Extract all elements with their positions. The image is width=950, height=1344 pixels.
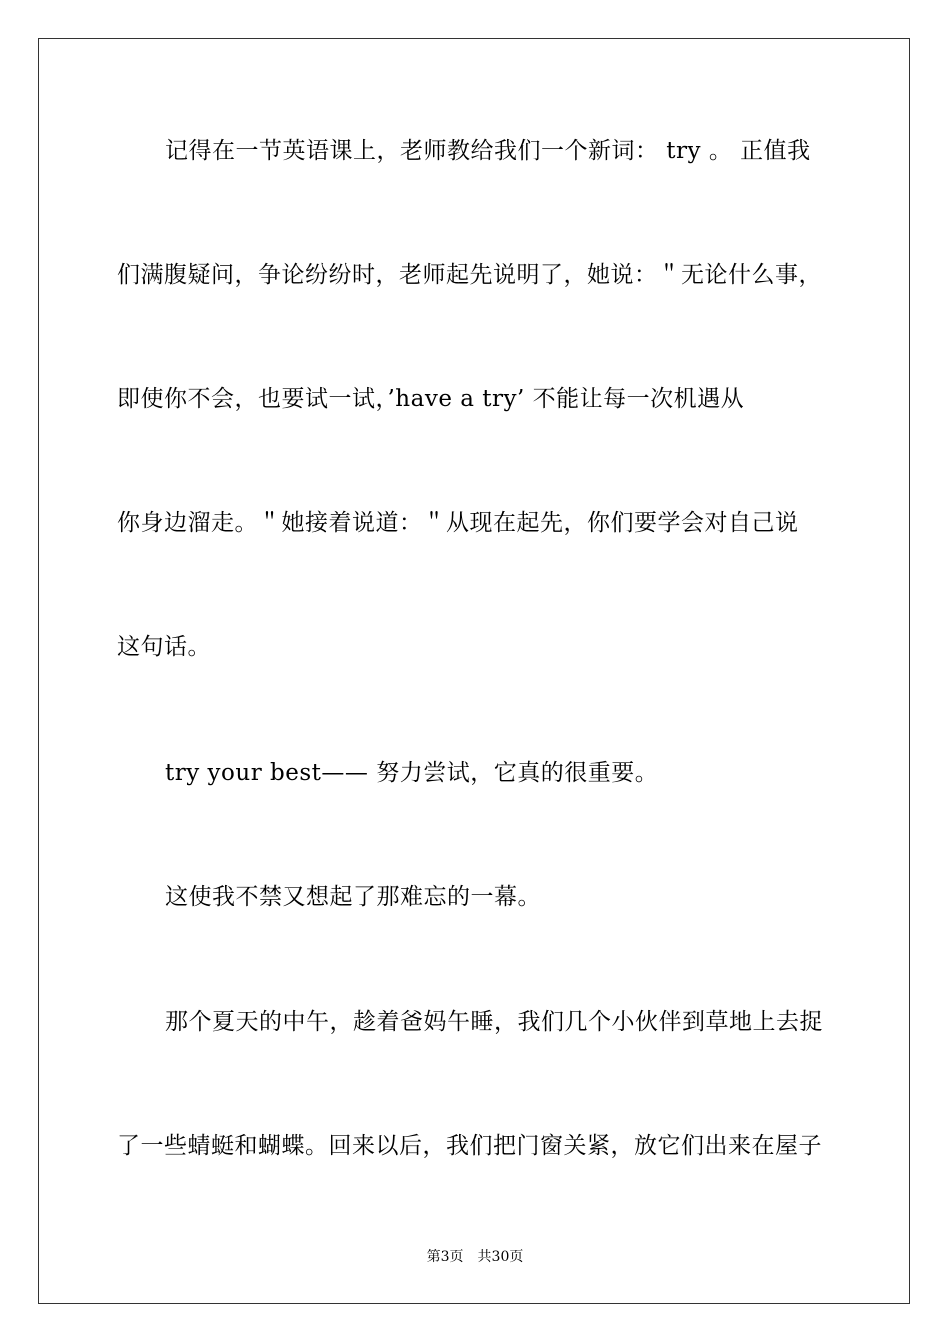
- page-number-label: 第3页: [426, 1249, 464, 1265]
- text-line-9: 了一些蜻蜓和蝴蝶。回来以后，我们把门窗关紧，放它们出来在屋子: [117, 1133, 822, 1159]
- text-line-2: 们满腹疑问，争论纷纷时，老师起先说明了，她说：＂无论什么事，: [117, 262, 822, 288]
- text-line-8: 那个夏天的中午，趁着爸妈午睡，我们几个小伙伴到草地上去捉: [165, 1009, 823, 1035]
- page-footer: [0, 1248, 950, 1266]
- page-frame: [38, 38, 910, 1304]
- text-line-1: 记得在一节英语课上，老师教给我们一个新词： try 。 正值我: [165, 138, 811, 164]
- text-line-6: try your best—— 努力尝试，它真的很重要。: [165, 760, 659, 786]
- text-line-3: 即使你不会，也要试一试，’have a try’ 不能让每一次机遇从: [117, 386, 745, 412]
- total-pages-label: 共30页: [477, 1249, 524, 1265]
- text-line-7: 这使我不禁又想起了那难忘的一幕。: [165, 884, 541, 910]
- text-line-5: 这句话。: [117, 634, 211, 660]
- text-line-4: 你身边溜走。＂她接着说道：＂从现在起先，你们要学会对自己说: [117, 510, 799, 536]
